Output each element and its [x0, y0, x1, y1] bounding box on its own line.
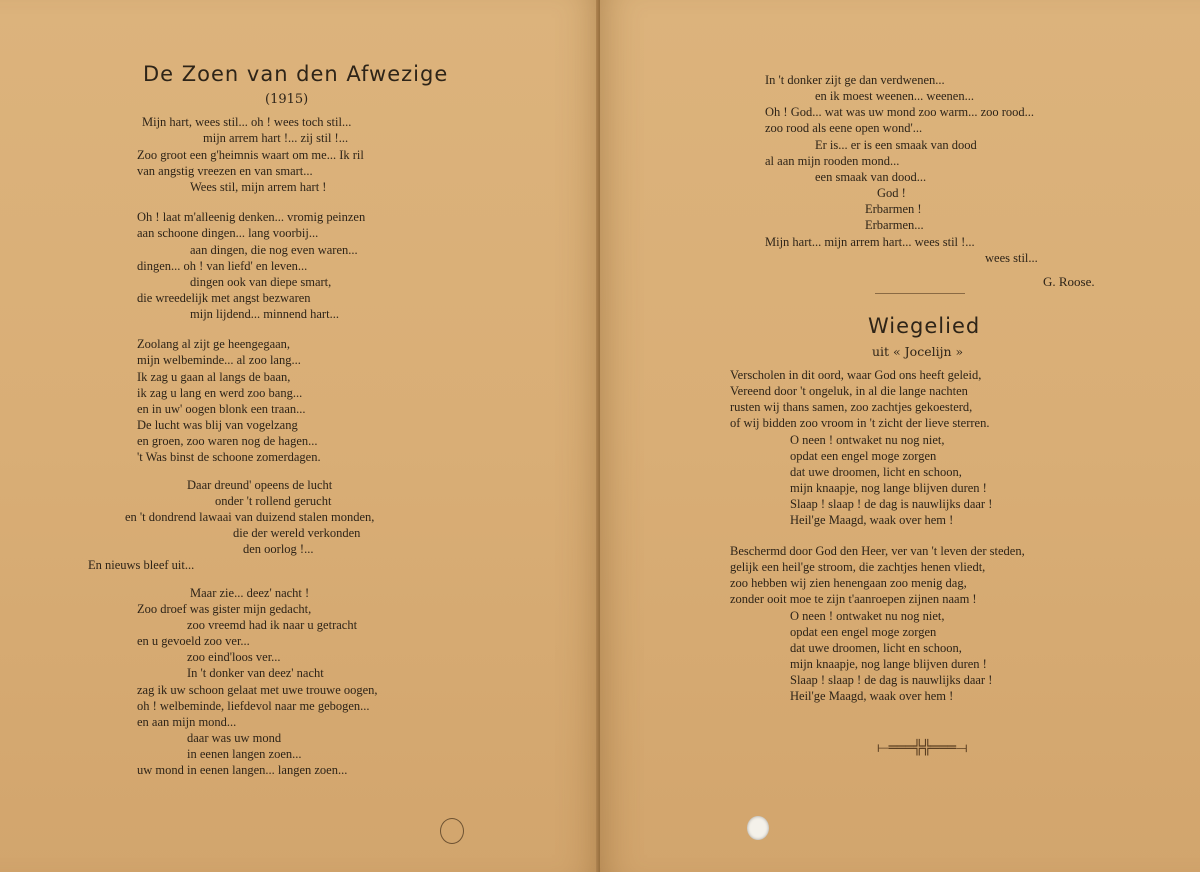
poem-line: dat uwe droomen, licht en schoon, [790, 641, 962, 655]
poem-line: aan dingen, die nog even waren... [190, 243, 358, 257]
poem-line: mijn knaapje, nog lange blijven duren ! [790, 481, 987, 495]
poem-line: gelijk een heil'ge stroom, die zachtjes henen vliedt, [730, 560, 986, 574]
poem-line: wees stil... [985, 251, 1038, 265]
poem-line: Heil'ge Maagd, waak over hem ! [790, 689, 954, 703]
poem-line: Zoo groot een g'heimnis waart om me... Ik ril [137, 148, 364, 162]
poem-line: En nieuws bleef uit... [88, 558, 195, 572]
poem-line: aan schoone dingen... lang voorbij... [137, 226, 319, 240]
poem-line: dat uwe droomen, licht en schoon, [790, 465, 962, 479]
poem-line: In 't donker van deez' nacht [187, 666, 324, 680]
poem-line: 't Was binst de schoone zomerdagen. [137, 450, 321, 464]
poem-line: mijn arrem hart !... zij stil !... [203, 131, 349, 145]
poem-line: Beschermd door God den Heer, ver van 't leven der steden, [730, 544, 1025, 558]
poem-line: Verscholen in dit oord, waar God ons heeft geleid, [730, 368, 982, 382]
poem-line: zag ik uw schoon gelaat met uwe trouwe oogen, [137, 683, 378, 697]
poem-line: een smaak van dood... [815, 170, 927, 184]
poem-line: Erbarmen ! [865, 202, 922, 216]
poem-line: die der wereld verkonden [233, 526, 361, 540]
poem-line: en groen, zoo waren nog de hagen... [137, 434, 318, 448]
poem-line: en u gevoeld zoo ver... [137, 634, 250, 648]
section-divider [875, 293, 965, 294]
poem-line: Vereend door 't ongeluk, in al die lange nachten [730, 384, 968, 398]
poem-line: den oorlog !... [243, 542, 314, 556]
poem-line: onder 't rollend gerucht [215, 494, 332, 508]
poem-line: Mijn hart, wees stil... oh ! wees toch stil... [142, 115, 352, 129]
author-signature: G. Roose. [1043, 274, 1095, 289]
poem-subtitle: uit « Jocelijn » [872, 344, 964, 359]
poem-line: Oh ! laat m'alleenig denken... vromig peinzen [137, 210, 366, 224]
punch-hole-outline [440, 818, 464, 844]
punch-hole [747, 816, 769, 840]
poem-line: Er is... er is een smaak van dood [815, 138, 977, 152]
poem-line: God ! [877, 186, 906, 200]
poem-line: Wees stil, mijn arrem hart ! [190, 180, 327, 194]
poem-line: Zoolang al zijt ge heengegaan, [137, 337, 291, 351]
poem-line: zoo vreemd had ik naar u getracht [187, 618, 358, 632]
poem-line: dingen ook van diepe smart, [190, 275, 332, 289]
poem-line: mijn knaapje, nog lange blijven duren ! [790, 657, 987, 671]
poem-line: O neen ! ontwaket nu nog niet, [790, 433, 945, 447]
right-page [600, 0, 1200, 872]
poem-line: zoo hebben wij zien henengaan zoo menig dag, [730, 576, 967, 590]
poem-line: opdat een engel moge zorgen [790, 625, 937, 639]
poem-line: mijn welbeminde... al zoo lang... [137, 353, 301, 367]
poem-line: Daar dreund' opeens de lucht [187, 478, 333, 492]
poem-line: van angstig vreezen en van smart... [137, 164, 313, 178]
poem-line: of wij bidden zoo vroom in 't zicht der lieve sterren. [730, 416, 990, 430]
poem-title: Wiegelied [868, 314, 981, 338]
poem-line: en in uw' oogen blonk een traan... [137, 402, 306, 416]
poem-line: in eenen langen zoen... [187, 747, 302, 761]
poem-line: zoo rood als eene open wond'... [765, 121, 923, 135]
poem-line: Ik zag u gaan al langs de baan, [137, 370, 291, 384]
poem-line: In 't donker zijt ge dan verdwenen... [765, 73, 945, 87]
poem-line: en 't dondrend lawaai van duizend stalen monden, [125, 510, 375, 524]
poem-line: Maar zie... deez' nacht ! [190, 586, 310, 600]
poem-line: Mijn hart... mijn arrem hart... wees stil !... [765, 235, 975, 249]
poem-line: Slaap ! slaap ! de dag is nauwlijks daar ! [790, 673, 993, 687]
poem-line: en aan mijn mond... [137, 715, 237, 729]
poem-line: die wreedelijk met angst bezwaren [137, 291, 311, 305]
poem-line: al aan mijn rooden mond... [765, 154, 900, 168]
poem-line: Heil'ge Maagd, waak over hem ! [790, 513, 954, 527]
poem-line: opdat een engel moge zorgen [790, 449, 937, 463]
ornament-fleuron: ⟝═══╬╬═══⟞ [877, 740, 968, 756]
poem-line: zoo eind'loos ver... [187, 650, 281, 664]
poem-line: O neen ! ontwaket nu nog niet, [790, 609, 945, 623]
poem-line: Zoo droef was gister mijn gedacht, [137, 602, 312, 616]
poem-line: Erbarmen... [865, 218, 924, 232]
poem-line: oh ! welbeminde, liefdevol naar me gebogen... [137, 699, 370, 713]
poem-line: mijn lijdend... minnend hart... [190, 307, 339, 321]
poem-line: De lucht was blij van vogelzang [137, 418, 298, 432]
poem-line: uw mond in eenen langen... langen zoen... [137, 763, 348, 777]
poem-line: Slaap ! slaap ! de dag is nauwlijks daar ! [790, 497, 993, 511]
poem-line: zonder ooit moe te zijn t'aanroepen zijnen naam ! [730, 592, 977, 606]
poem-line: dingen... oh ! van liefd' en leven... [137, 259, 308, 273]
poem-line: Oh ! God... wat was uw mond zoo warm... zoo rood... [765, 105, 1035, 119]
poem-line: ik zag u lang en werd zoo bang... [137, 386, 303, 400]
poem-line: en ik moest weenen... weenen... [815, 89, 974, 103]
poem-title: De Zoen van den Afwezige [143, 62, 449, 86]
poem-year: (1915) [265, 92, 309, 107]
poem-line: daar was uw mond [187, 731, 282, 745]
poem-line: rusten wij thans samen, zoo zachtjes gekoesterd, [730, 400, 973, 414]
